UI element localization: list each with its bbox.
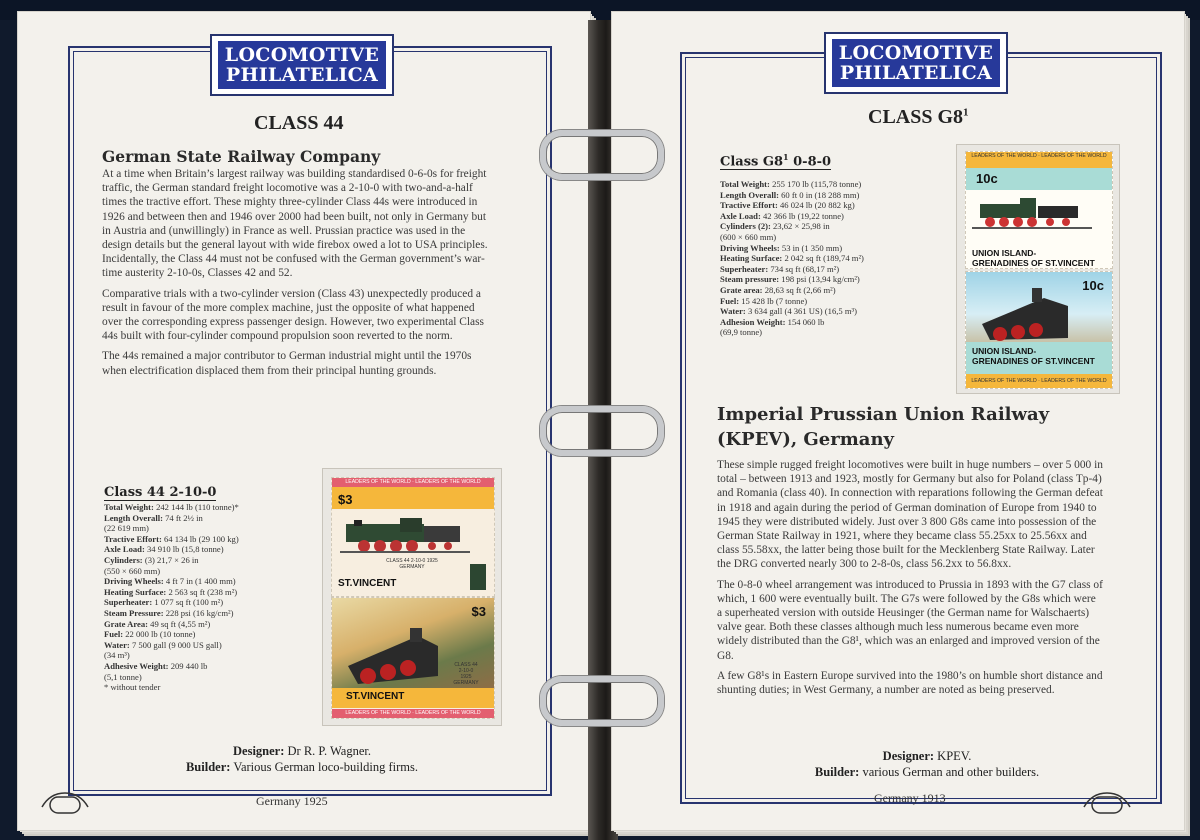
spec-row [720, 274, 910, 285]
stamp-country: ST.VINCENT [338, 578, 397, 589]
spec-value: 209 440 lb [170, 660, 208, 671]
spec-value: 22 000 lb (10 tonne) [125, 629, 196, 640]
designer-label: Designer: [882, 749, 935, 763]
stamp-value: $3 [338, 492, 353, 507]
spec-value: 42 366 lb (19,22 tonne) [762, 210, 844, 221]
spec-label: Fuel: [104, 629, 124, 640]
spec-value: (550 × 660 mm) [104, 565, 161, 576]
stamp-pair [957, 145, 1119, 393]
builder-value: Various German loco-building firms. [233, 760, 419, 774]
locomotive-philatelica-logo [210, 34, 394, 96]
spec-value: 7 500 gall (9 000 US gall) [131, 639, 222, 650]
stamp-country: UNION ISLAND- [972, 346, 1037, 356]
spec-value: 46 024 lb (20 882 kg) [779, 200, 855, 211]
credits [102, 743, 502, 775]
stamp-upper [965, 151, 1113, 269]
spec-value: 53 in (1 350 mm) [781, 242, 843, 253]
spec-value: (3) 21,7 × 26 in [144, 554, 199, 565]
designer-label: Designer: [233, 744, 285, 758]
stamp-band: LEADERS OF THE WORLD · LEADERS OF THE WORLD [971, 378, 1107, 384]
spec-title: Class 44 2-10-0 [104, 485, 217, 500]
spec-label: Superheater: [104, 597, 153, 608]
locomotive-illustration [972, 196, 1102, 232]
spec-row [104, 629, 274, 640]
railway-heading: Imperial Prussian Union Railway (KPEV), Germany [717, 404, 1050, 450]
spec-list [104, 502, 274, 693]
spec-value: 4 ft 7 in (1 400 mm) [165, 576, 236, 587]
builder-label: Builder: [814, 765, 860, 779]
stamp-caption: CLASS 44 2-10-0 1925 GERMANY [453, 662, 479, 686]
spec-value: 1 077 sq ft (100 m²) [154, 597, 224, 608]
builder-label: Builder: [185, 760, 231, 774]
stamp-country: ST.VINCENT [346, 691, 405, 702]
spec-value: 49 sq ft (4,55 m²) [150, 618, 211, 629]
spec-label: Heating Surface: [104, 586, 167, 597]
locomotive-philatelica-logo [824, 32, 1008, 94]
binder-ring-bottom [540, 676, 664, 726]
binder-ring-middle [540, 406, 664, 456]
stamp-pair [323, 469, 501, 725]
spec-value: 74 ft 2½ in [165, 512, 203, 523]
spec-row [720, 211, 910, 222]
spec-row [720, 179, 910, 190]
spec-label: Water: [720, 306, 746, 317]
spec-row [104, 544, 274, 555]
stamp-upper [331, 477, 495, 597]
spec-label: Steam pressure: [720, 274, 780, 285]
spec-row [720, 306, 910, 317]
paragraph: The 0-8-0 wheel arrangement was introduced to Prussia in 1893 with the G7 class of which, 1 600 were eventually built. The G7s were followed by the G8s which were a superheated version with outside Heusinger (the German name for Walschaerts) valve gear. Both these classes although much less numerous became even more widely distributed than the G8¹, which was an enlarged and improved version of the G8. [717, 578, 1103, 662]
spec-value: 23,62 × 25,98 in [773, 221, 830, 232]
credits [717, 748, 1137, 780]
spec-label: Superheater: [720, 263, 769, 274]
spec-row [720, 190, 910, 201]
history-text [102, 167, 492, 384]
stamp-band: LEADERS OF THE WORLD · LEADERS OF THE WORLD [332, 478, 494, 487]
spec-value: 2 042 sq ft (189,74 m²) [784, 253, 864, 264]
spec-label: Axle Load: [104, 544, 145, 555]
spec-row [720, 317, 910, 328]
spec-label: Cylinders: [104, 554, 143, 565]
spec-row [104, 640, 274, 651]
logo-line-2: PHILATELICA [225, 64, 379, 86]
stamp-value: 10c [1082, 278, 1104, 293]
spec-label: Driving Wheels: [720, 242, 780, 253]
left-album-page [18, 12, 590, 830]
spec-row [104, 576, 274, 587]
spec-label: Adhesive Weight: [104, 660, 169, 671]
spec-label: Length Overall: [720, 189, 779, 200]
spec-title: Class $G8^1$ 0-8-0 [720, 152, 832, 170]
logo-line-1: LOCOMOTIVE [224, 44, 380, 66]
builder-value: various German and other builders. [862, 765, 1040, 779]
spec-label: Tractive Effort: [720, 200, 778, 211]
spec-value: 28,63 sq ft (2,66 m²) [764, 284, 836, 295]
stamp-country: UNION ISLAND- [972, 248, 1037, 258]
spec-row [104, 587, 274, 598]
stamp-value: 10c [976, 171, 998, 186]
paragraph: A few G8¹s in Eastern Europe survived into the 1980’s on humble short distance and shunting duties; in West Germany, a number are noted as being preserved. [717, 669, 1103, 697]
spec-label: Length Overall: [104, 512, 163, 523]
spec-value: (34 m³) [104, 650, 130, 661]
spec-value: (69,9 tonne) [720, 327, 763, 338]
spec-row [104, 597, 274, 608]
spec-label: Total Weight: [104, 502, 154, 512]
spec-row [104, 682, 274, 693]
binder-ring-top [540, 130, 664, 180]
spec-row [720, 264, 910, 275]
spec-value: 3 634 gall (4 361 US) (16,5 m³) [747, 306, 857, 317]
spec-row [720, 232, 910, 243]
spec-label: Steam Pressure: [104, 607, 164, 618]
locomotive-illustration [340, 514, 480, 558]
spec-row [720, 243, 910, 254]
stamp-band: LEADERS OF THE WORLD · LEADERS OF THE WORLD [971, 153, 1107, 159]
spec-label: Total Weight: [720, 179, 770, 189]
spec-row [104, 555, 274, 566]
designer-value: KPEV. [937, 749, 972, 763]
spec-value: 242 144 lb (110 tonne)* [156, 502, 239, 512]
spec-row [720, 200, 910, 211]
spec-value: (600 × 660 mm) [720, 231, 777, 242]
stamp-caption: CLASS 44 2-10-0 1925 GERMANY [386, 558, 438, 570]
railway-heading: German State Railway Company [102, 147, 381, 166]
spec-label: Axle Load: [720, 210, 761, 221]
paragraph: The 44s remained a major contributor to German industrial might until the 1970s when electrification displaced them from their principal hunting grounds. [102, 350, 472, 377]
spec-value: 734 sq ft (68,17 m²) [770, 263, 840, 274]
spec-row [104, 608, 274, 619]
spec-value: (5,1 tonne) [104, 671, 142, 682]
spec-label: Grate Area: [104, 618, 148, 629]
spec-row [720, 327, 910, 338]
spec-value: 2 563 sq ft (238 m²) [168, 586, 238, 597]
spec-row [720, 221, 910, 232]
stamp-band: LEADERS OF THE WORLD · LEADERS OF THE WORLD [332, 709, 494, 718]
paragraph: Comparative trials with a two-cylinder version (Class 43) unexpectedly produced a result in favour of the more complex machine, just the opposite of what happened over the corresponding express passenger design. However, two experimental Class 44s built with four-cylinder compound propulsion soon reverted to the norm. [102, 287, 484, 343]
right-album-page [612, 12, 1184, 830]
stamp-lower [331, 597, 495, 719]
history-text [717, 458, 1103, 703]
spec-label: Grate area: [720, 284, 763, 295]
page-footer: Germany 1925 [256, 794, 328, 808]
spec-row [720, 285, 910, 296]
class-title: CLASS 44 [254, 112, 344, 134]
spec-value: 64 134 lb (29 100 kg) [163, 533, 239, 544]
page-footer: Germany 1913 [874, 791, 946, 805]
paragraph: At a time when Britain’s largest railway was building standardised 0-6-0s for freight traffic, the German standard freight locomotive was a 2-10-0 with two-and-a-half times the tractive effort. These mighty three-cylinder Class 44s were introduced in 1926 and between then and 1946 over 2000 had been built, not only in Germany but in Austria and (unwillingly) in France as well. Prussian practice was used in the design details but the general layout with wide firebox owed a lot to USA principles. Incidentally, the Class 44 must not be confused with the German government’s war-time austerity 2-10-0s, Classes 42 and 52. [102, 168, 488, 280]
spec-row [104, 534, 274, 545]
spec-row [104, 523, 274, 534]
spec-value: 255 170 lb (115,78 tonne) [772, 179, 862, 189]
stamp-value: $3 [471, 604, 486, 619]
locomotive-illustration [338, 606, 448, 686]
spec-label: Water: [104, 639, 130, 650]
class-title: CLASS $G8^1$ [868, 106, 969, 128]
spec-row [104, 672, 274, 683]
spec-value: 60 ft 0 in (18 288 mm) [781, 189, 860, 200]
spec-value: 198 psi (13,94 kg/cm²) [781, 274, 860, 285]
stamp-country-2: GRENADINES OF ST.VINCENT [972, 356, 1095, 366]
spec-value: (22 619 mm) [104, 523, 149, 534]
spec-label: Driving Wheels: [104, 576, 164, 587]
spec-value: 15 428 lb (7 tonne) [741, 295, 808, 306]
stamp-lower [965, 271, 1113, 389]
paragraph: These simple rugged freight locomotives were built in huge numbers – over 5 000 in total – between 1913 and 1923, mostly for Germany but also for Poland (class Tp-4) and Romania (class 40). In connection with reparations following the German defeat in 1918 and again during the period of German domination of Europe from 1940 to 1945 they were distributed widely. Just over 3 800 G8s came into possession of the German State Railway in 1921, where they became class 55.25xx to 25.56xx and class 55.58xx, the latter being those built for the Mecklenberg State Railway. Later the DRG converted nearly 300 to 2-8-0s, class 56.2xx to 56.8xx. [717, 459, 1103, 571]
locomotive-illustration [972, 278, 1082, 344]
spec-row [104, 513, 274, 524]
spec-label: Tractive Effort: [104, 533, 162, 544]
spec-row [104, 566, 274, 577]
spec-value: 34 910 lb (15,8 tonne) [146, 544, 224, 555]
stamp-country-2: GRENADINES OF ST.VINCENT [972, 258, 1095, 268]
spec-row [720, 253, 910, 264]
spec-row [104, 502, 274, 513]
loco-100-emblem-icon [40, 787, 90, 821]
spec-label: Cylinders (2): [720, 221, 771, 232]
logo-line-1: LOCOMOTIVE [838, 42, 994, 64]
spec-value: 154 060 lb [787, 316, 825, 327]
spec-row [720, 296, 910, 307]
spec-list [720, 179, 910, 338]
spec-row [104, 650, 274, 661]
designer-value: Dr R. P. Wagner. [287, 744, 371, 758]
spec-label: Adhesion Weight: [720, 316, 786, 327]
spec-label: Heating Surface: [720, 253, 783, 264]
logo-line-2: PHILATELICA [839, 62, 993, 84]
loco-100-emblem-icon [1082, 787, 1132, 821]
spec-row [104, 619, 274, 630]
spec-row [104, 661, 274, 672]
spec-value: * without tender [104, 682, 161, 693]
spec-value: 228 psi (16 kg/cm²) [165, 607, 234, 618]
spec-label: Fuel: [720, 295, 740, 306]
